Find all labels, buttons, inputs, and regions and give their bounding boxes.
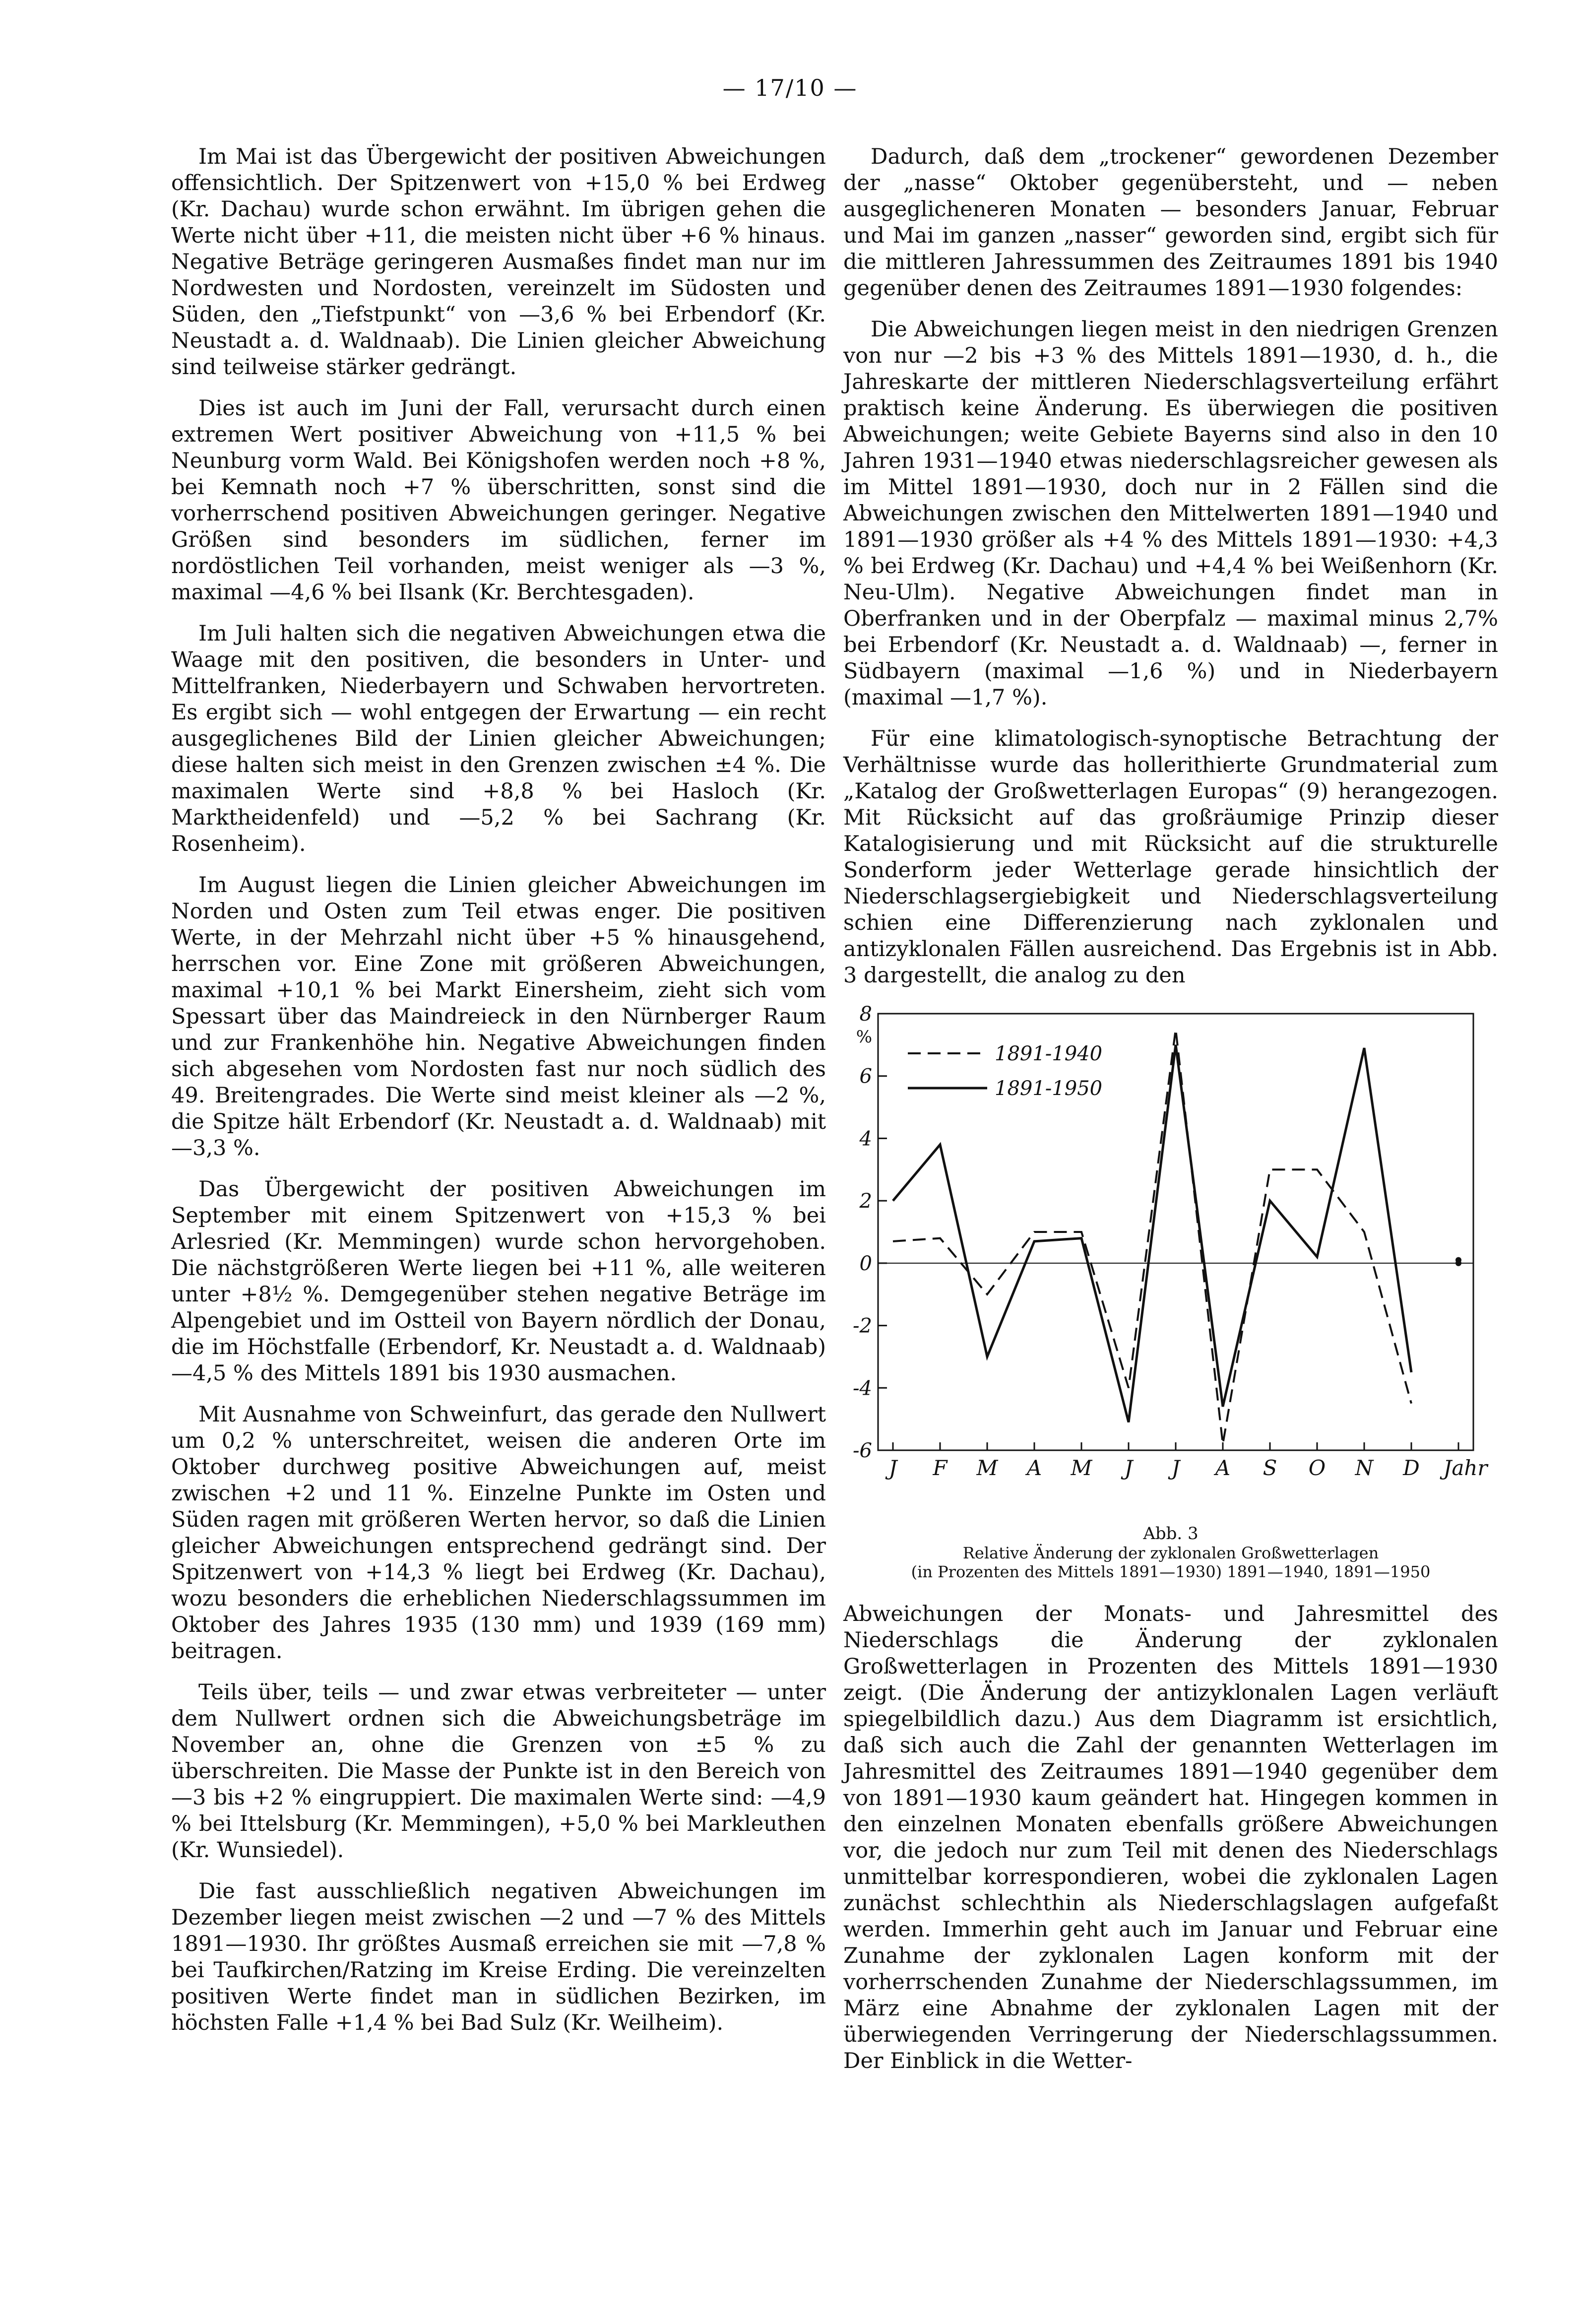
- cyclonic-change-chart: [843, 1004, 1498, 1520]
- x-tick-label: M: [976, 1456, 998, 1480]
- x-tick-label: J: [888, 1456, 897, 1480]
- x-tick-label: J: [1124, 1456, 1133, 1480]
- figure-abb-3: [843, 1004, 1498, 1581]
- x-tick-label: J: [1171, 1456, 1180, 1480]
- paragraph-june: Dies ist auch im Juni der Fall, verursacht durch einen extremen Wert positiver Abweichung von +11,5 % bei Neunburg vorm Wald. Bei Königshofen werden noch +8 %, bei Kemnath noch +7 % überschritten, sonst sind die vorherrschend positiven Abweichungen geringer. Negative Größen sind besonders im südlichen, ferner im nordöstlichen Teil vorhanden, meist weniger als —3 %, maximal —4,6 % bei Ilsank (Kr. Berchtesgaden).: [171, 396, 826, 605]
- paragraph-synoptic: Für eine klimatologisch-synoptische Betrachtung der Verhältnisse wurde das hollerithierte Grundmaterial zum „Katalog der Großwetterlagen Europas“ (9) herangezogen. Mit Rücksicht auf das großräumige Prinzip dieser Katalogisierung und mit Rücksicht auf die strukturelle Sonderform jeder Wetterlage gerade hinsichtlich der Niederschlagsergiebigkeit und Niederschlagsverteilung schien eine Differenzierung nach zyklonalen und antizyklonalen Fällen ausreichend. Das Ergebnis ist in Abb. 3 dargestellt, die analog zu den: [843, 726, 1498, 988]
- paragraph-september: Das Übergewicht der positiven Abweichungen im September mit einem Spitzenwert von +15,3 % bei Arlesried (Kr. Memmingen) wurde schon hervorgehoben. Die nächstgrößeren Werte liegen bei +11 %, alle weiteren unter +8½ %. Demgegenüber stehen negative Beträge im Alpengebiet und im Ostteil von Bayern nördlich der Donau, die im Höchstfalle (Erbendorf, Kr. Neustadt a. d. Waldnaab) —4,5 % des Mittels 1891 bis 1930 ausmachen.: [171, 1177, 826, 1386]
- paragraph-august: Im August liegen die Linien gleicher Abweichungen im Norden und Osten zum Teil etwas enger. Die positiven Werte, in der Mehrzahl nicht über +5 % hinausgehend, herrschen vor. Eine Zone mit größeren Abweichungen, maximal +10,1 % bei Markt Einersheim, zieht sich vom Spessart über das Maindreieck in den Nürnberger Raum und zur Frankenhöhe hin. Negative Abweichungen finden sich abgesehen vom Nordosten fast nur noch südlich des 49. Breitengrades. Die Werte sind meist kleiner als —2 %, die Spitze hält Erbendorf (Kr. Neustadt a. d. Waldnaab) mit —3,3 %.: [171, 873, 826, 1161]
- x-tick-label: S: [1263, 1456, 1277, 1480]
- x-tick-label: D: [1403, 1456, 1420, 1480]
- paragraph-may: Im Mai ist das Übergewicht der positiven Abweichungen offensichtlich. Der Spitzenwert von +15,0 % bei Erdweg (Kr. Dachau) wurde schon erwähnt. Im übrigen gehen die Werte nicht über +11, die meisten nicht über +6 % hinaus. Negative Beträge geringeren Ausmaßes findet man nur im Nordwesten und Nordosten, vereinzelt im Südosten und Süden, den „Tiefstpunkt“ von —3,6 % bei Erbendorf (Kr. Neustadt a. d. Waldnaab). Die Linien gleicher Abweichung sind teilweise stärker gedrängt.: [171, 144, 826, 380]
- paragraph-annual-deviations: Die Abweichungen liegen meist in den niedrigen Grenzen von nur —2 bis +3 % des Mittels 1891—1930, d. h., die Jahreskarte der mittleren Niederschlagsverteilung erfährt praktisch keine Änderung. Es überwiegen die positiven Abweichungen; weite Gebiete Bayerns sind also in den 10 Jahren 1931—1940 etwas niederschlagsreicher gewesen als im Mittel 1891—1930, doch nur in 2 Fällen sind die Abweichungen zwischen den Mittelwerten 1891—1940 und 1891—1930 größer als +4 % des Mittels 1891—1930: +4,3 % bei Erdweg (Kr. Dachau) und +4,4 % bei Weißenhorn (Kr. Neu-Ulm). Negative Abweichungen findet man in Oberfranken und in der Oberpfalz — maximal minus 2,7% bei Erbendorf (Kr. Neustadt a. d. Waldnaab) —, ferner in Südbayern (maximal —1,6 %) und in Niederbayern (maximal —1,7 %).: [843, 317, 1498, 710]
- legend-label-1891-1940: 1891-1940: [995, 1042, 1103, 1065]
- y-tick-label: 2: [859, 1190, 872, 1213]
- legend-label-1891-1950: 1891-1950: [995, 1077, 1103, 1100]
- y-tick-label: 6: [859, 1065, 872, 1088]
- y-tick-label: 8: [859, 1004, 872, 1026]
- page-number: — 17/10 —: [722, 74, 858, 101]
- x-tick-label: Jahr: [1443, 1456, 1488, 1480]
- x-tick-label: A: [1026, 1456, 1042, 1480]
- x-tick-label: A: [1215, 1456, 1231, 1480]
- y-tick-label: 0: [859, 1252, 872, 1275]
- y-tick-label: -2: [853, 1314, 872, 1338]
- annual-marker-1891-1950: [1455, 1260, 1461, 1266]
- y-unit-label: %: [856, 1027, 872, 1047]
- x-tick-label: N: [1355, 1456, 1374, 1480]
- x-tick-label: M: [1071, 1456, 1092, 1480]
- figure-label: Abb. 3: [1143, 1524, 1199, 1544]
- series-line-1891-1950: [893, 1045, 1411, 1422]
- x-tick-label: F: [933, 1456, 948, 1480]
- paragraph-october: Mit Ausnahme von Schweinfurt, das gerade den Nullwert um 0,2 % unterschreitet, weisen die anderen Orte im Oktober durchweg positive Abweichungen auf, meist zwischen +2 und 11 %. Einzelne Punkte im Osten und Süden ragen mit größeren Werten hervor, so daß die Linien gleicher Abweichungen entsprechend gedrängt sind. Der Spitzenwert von +14,3 % liegt bei Erdweg (Kr. Dachau), wozu besonders die erheblichen Niederschlagssummen im Oktober des Jahres 1935 (130 mm) und 1939 (169 mm) beitragen.: [171, 1402, 826, 1664]
- paragraph-december: Die fast ausschließlich negativen Abweichungen im Dezember liegen meist zwischen —2 und —7 % des Mittels 1891—1930. Ihr größtes Ausmaß erreichen sie mit —7,8 % bei Taufkirchen/Ratzing im Kreise Erding. Die vereinzelten positiven Werte findet man in südlichen Bezirken, im höchsten Falle +1,4 % bei Bad Sulz (Kr. Weilheim).: [171, 1879, 826, 2035]
- right-column: [843, 144, 1498, 2089]
- paragraph-november: Teils über, teils — und zwar etwas verbreiteter — unter dem Nullwert ordnen sich die Abweichungsbeträge im November an, ohne die Grenzen von ±5 % zu überschreiten. Die Masse der Punkte ist in den Bereich von —3 bis +2 % eingruppiert. Die maximalen Werte sind: —4,9 % bei Ittelsburg (Kr. Memmingen), +5,0 % bei Markleuthen (Kr. Wunsiedel).: [171, 1680, 826, 1863]
- figure-caption-line-2: (in Prozenten des Mittels 1891—1930) 1891—1940, 1891—1950: [911, 1562, 1431, 1581]
- paragraph-annual-intro: Dadurch, daß dem „trockener“ gewordenen Dezember der „nasse“ Oktober gegenübersteht, und — neben ausgeglicheneren Monaten — besonders Januar, Februar und Mai im ganzen „nasser“ geworden sind, ergibt sich für die mittleren Jahressummen des Zeitraumes 1891 bis 1940 gegenüber denen des Zeitraumes 1891—1930 folgendes:: [843, 144, 1498, 301]
- plot-frame: [878, 1014, 1473, 1450]
- y-tick-label: 4: [859, 1127, 872, 1151]
- paragraph-july: Im Juli halten sich die negativen Abweichungen etwa die Waage mit den positiven, die besonders in Unter- und Mittelfranken, Niederbayern und Schwaben hervortreten. Es ergibt sich — wohl entgegen der Erwartung — ein recht ausgeglichenes Bild der Linien gleicher Abweichungen; diese halten sich meist in den Grenzen zwischen ±4 %. Die maximalen Werte sind +8,8 % bei Hasloch (Kr. Marktheidenfeld) und —5,2 % bei Sachrang (Kr. Rosenheim).: [171, 621, 826, 856]
- left-column: [171, 144, 826, 2051]
- x-tick-label: O: [1308, 1456, 1326, 1480]
- y-tick-label: -4: [853, 1377, 872, 1400]
- paragraph-figure-discussion: Abweichungen der Monats- und Jahresmittel des Niederschlags die Änderung der zyklonalen Großwetterlagen in Prozenten des Mittels 1891—1930 zeigt. (Die Änderung der antizyklonalen Lagen verläuft spiegelbildlich dazu.) Aus dem Diagramm ist ersichtlich, daß sich auch die Zahl der genannten Wetterlagen im Jahresmittel des Zeitraumes 1891—1940 gegenüber dem von 1891—1930 kaum geändert hat. Hingegen kommen in den einzelnen Monaten ebenfalls größere Abweichungen vor, die jedoch nur zum Teil mit denen des Niederschlags unmittelbar korrespondieren, wobei die zyklonalen Lagen zunächst schlechthin als Niederschlagslagen aufgefaßt werden. Immerhin geht auch im Januar und Februar eine Zunahme der zyklonalen Lagen konform mit der vorherrschenden Zunahme der Niederschlagssummen, im März eine Abnahme der zyklonalen Lagen mit der überwiegenden Verringerung der Niederschlagssummen. Der Einblick in die Wetter-: [843, 1602, 1498, 2073]
- figure-caption-line-1: Relative Änderung der zyklonalen Großwetterlagen: [962, 1544, 1379, 1562]
- y-tick-label: -6: [853, 1439, 872, 1462]
